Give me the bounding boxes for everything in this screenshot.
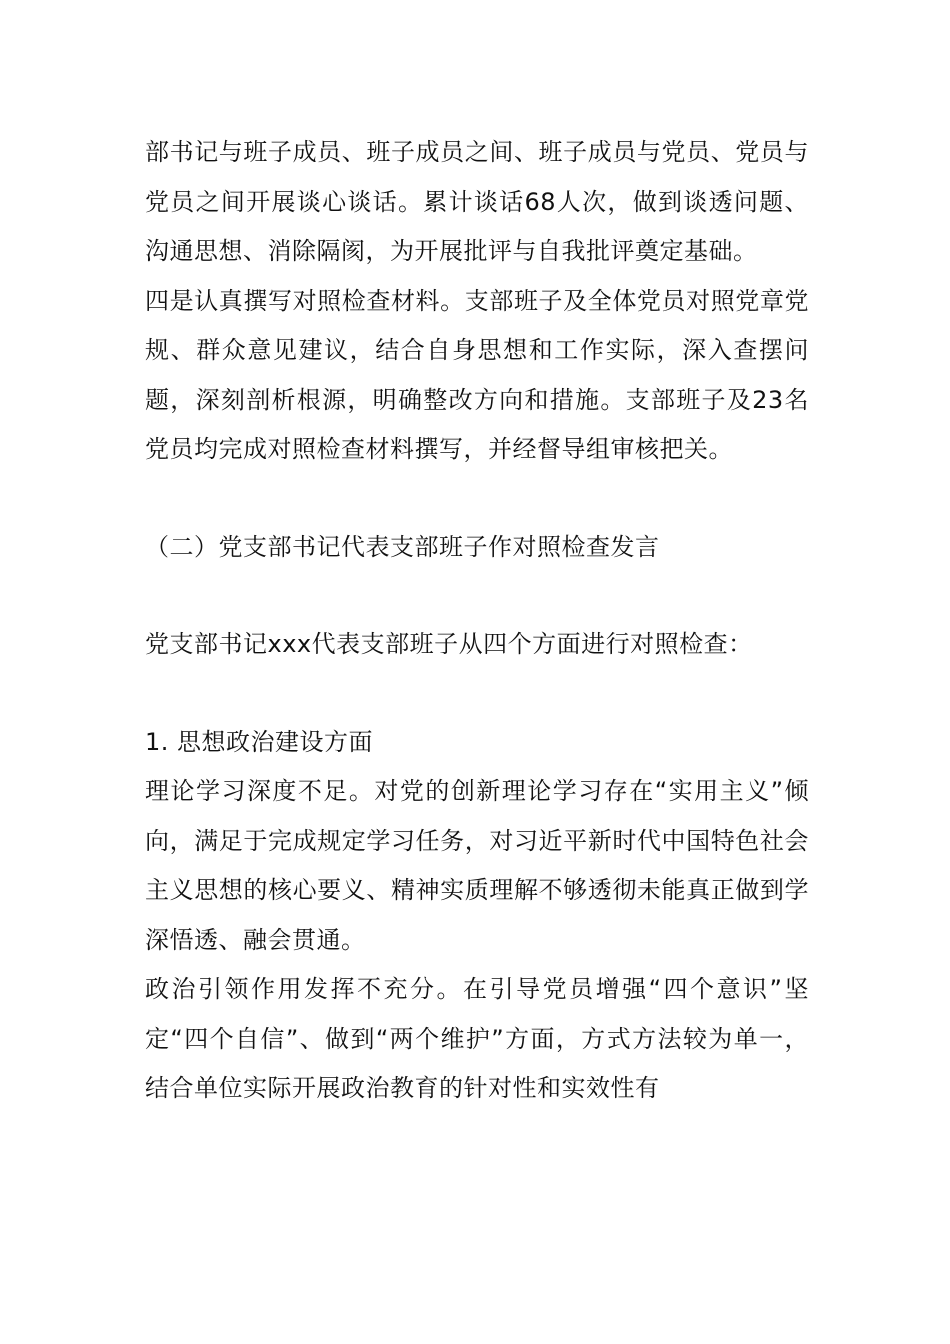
paragraph-talks: 部书记与班子成员、班子成员之间、班子成员与党员、党员与党员之间开展谈心谈话。累计谈话68人次，做到谈透问题、沟通思想、消除隔阂，为开展批评与自我批评奠定基础。	[145, 138, 809, 265]
section-heading: （二）党支部书记代表支部班子作对照检查发言	[145, 532, 660, 561]
spacer	[145, 670, 809, 718]
spacer	[145, 572, 809, 620]
paragraph-materials: 四是认真撰写对照检查材料。支部班子及全体党员对照党章党规、群众意见建议，结合自身思想和工作实际，深入查摆问题，深刻剖析根源，明确整改方向和措施。支部班子及23名党员均完成对照检查材料撰写，并经督导组审核把关。	[145, 286, 809, 463]
spacer	[145, 475, 809, 523]
subheading: 1. 思想政治建设方面	[145, 727, 374, 756]
document-body	[145, 128, 809, 1114]
paragraph-political-leadership: 政治引领作用发挥不充分。在引导党员增强“四个意识”坚定“四个自信”、做到“两个维护”方面，方式方法较为单一，结合单位实际开展政治教育的针对性和实效性有	[145, 975, 809, 1102]
paragraph-theory-study: 理论学习深度不足。对党的创新理论学习存在“实用主义”倾向，满足于完成规定学习任务，对习近平新时代中国特色社会主义思想的核心要义、精神实质理解不够透彻未能真正做到学深悟透、融会贯通。	[145, 777, 809, 954]
intro-paragraph: 党支部书记xxx代表支部班子从四个方面进行对照检查：	[145, 630, 753, 658]
